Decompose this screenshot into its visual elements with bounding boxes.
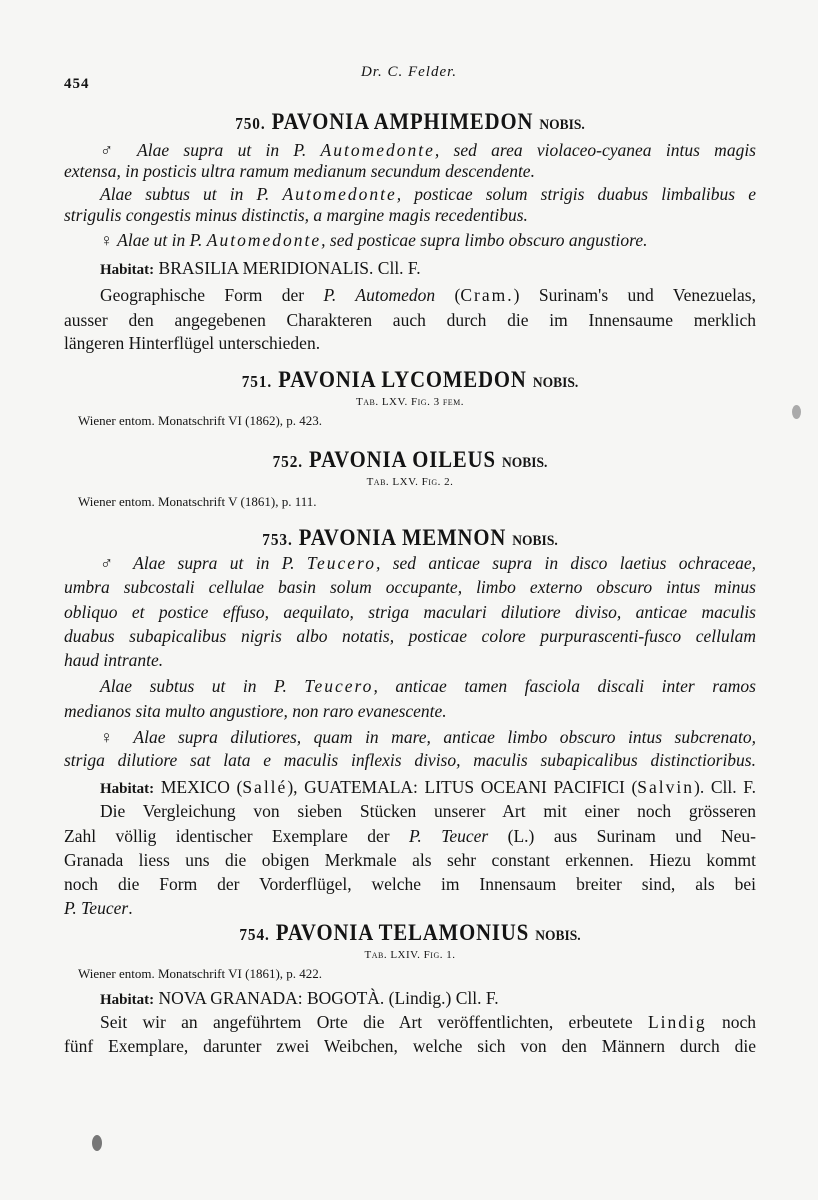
text-segment: Alae subtus ut in P. [100,676,305,696]
spaced-name: Cram. [460,285,514,305]
text-line [64,825,756,847]
author-nobis: NOBIS. [532,375,579,391]
text-line [64,552,756,574]
text-segment: ( [435,285,461,305]
text-segment: ) Surinam's und Venezuelas, [513,285,756,305]
text-segment: noch die Form der Vorderflügel, welche im Innensaum breiter sind, als bei [64,874,756,894]
text-line [64,257,756,281]
habitat-label: Habitat: [100,992,155,1008]
paper-stain [792,405,801,419]
species-heading [99,919,722,950]
paper-stain [92,1135,102,1151]
species-number: 752. [272,452,303,471]
text-line [64,576,756,598]
text-segment: ♀ Alae supra dilutiores, quam in mare, anticae limbo obscuro intus subcrenato, [100,727,756,747]
text-line [64,160,756,182]
text-segment: P. Teucer [409,826,489,846]
spaced-name: Automedonte [206,230,322,250]
habitat-label: Habitat: [100,781,155,797]
text-segment: MEXICO ( [154,777,243,797]
text-segment: Zahl völlig identischer Exemplare der [64,826,409,846]
text-segment: (L.) aus Surinam und Neu- [488,826,756,846]
page-number: 454 [64,76,90,92]
text-segment: ), GUATEMALA: LITUS OCEANI PACIFICI ( [287,777,638,797]
species-heading [99,524,722,555]
species-number: 750. [235,114,266,133]
species-heading [99,108,722,139]
text-segment: noch [706,1012,756,1032]
species-number: 751. [241,372,273,391]
text-segment: haud intrante. [64,650,164,670]
spaced-name: Salvin [637,777,695,797]
text-segment: striga dilutiore sat lata e maculis inflexis diviso, maculis subapicalibus distinctioribus. [64,750,756,770]
text-segment: Seit wir an angeführtem Orte die Art veröffentlichten, erbeutete [100,1012,648,1032]
species-name: PAVONIA AMPHIMEDON [271,109,534,134]
literature-citation: Wiener entom. Monatschrift V (1861), p. 111. [78,494,317,509]
text-segment: obliquo et postice effuso, aequilato, striga maculari dilutiore diviso, anticae maculis [64,602,756,622]
text-segment: P. Automedon [323,285,436,305]
text-segment: Die Vergleichung von sieben Stücken unserer Art mit einer noch grösseren [100,801,756,821]
species-number: 753. [262,530,293,549]
text-segment: duabus subapicalibus nigris albo notatis, posticae colore purpurascenti-fusco cellulam [64,626,756,646]
text-line [64,649,756,671]
text-line [64,776,756,800]
spaced-name: Lindig [647,1012,707,1032]
text-line [64,749,756,771]
plate-reference: Tab. LXV. Fig. 2. [366,476,454,488]
species-number: 754. [239,925,270,944]
spaced-name: Automedonte [282,184,397,204]
text-segment: medianos sita multo angustiore, non raro evanescente. [64,701,447,721]
text-line [64,849,756,871]
text-line [64,183,756,205]
habitat-label: Habitat: [100,262,155,278]
plate-reference: Tab. LXV. Fig. 3 fem. [355,396,465,408]
text-line [64,726,756,748]
text-line [64,284,756,306]
text-segment: ♀ Alae ut in P. [100,230,207,250]
text-line [64,800,756,822]
text-line [64,139,756,161]
text-segment: Granada liess uns die obigen Merkmale als sehr constant erkennen. Hiezu kommt [64,850,756,870]
text-segment: strigulis congestis minus distinctis, a margine magis recedentibus. [64,205,528,225]
text-segment: . [128,898,133,918]
text-segment: längeren Hinterflügel unterschieden. [64,333,321,353]
author-nobis: NOBIS. [501,455,548,471]
text-line [64,309,756,331]
text-segment: Geographische Form der [100,285,324,305]
species-name: PAVONIA TELAMONIUS [275,920,530,945]
text-segment: , sed posticae supra limbo obscuro angustiore. [321,230,648,250]
text-segment: NOVA GRANADA: BOGOTÀ. (Lindig.) Cll. F. [154,988,499,1008]
text-line [64,229,756,251]
text-segment: BRASILIA MERIDIONALIS. Cll. F. [154,258,421,278]
spaced-name: Teucero [306,553,376,573]
literature-citation: Wiener entom. Monatschrift VI (1861), p. 422. [78,966,323,981]
author-nobis: NOBIS. [512,533,558,549]
running-title: Dr. C. Felder. [360,64,458,80]
species-name: PAVONIA OILEUS [309,447,496,472]
literature-citation: Wiener entom. Monatschrift VI (1862), p. 423. [78,413,323,428]
spaced-name: Automedonte [320,140,435,160]
text-line [64,987,756,1011]
text-line [64,625,756,647]
text-segment: , anticae tamen fasciola discali inter ramos [373,676,756,696]
text-segment: , posticae solum strigis duabus limbalibus e [396,184,756,204]
text-segment: , sed anticae supra in disco laetius ochraceae, [375,553,756,573]
text-segment: ). Cll. F. [694,777,756,797]
text-line [64,873,756,895]
text-line [64,1035,756,1057]
species-heading [99,446,722,477]
text-segment: , sed area violaceo-cyanea intus magis [434,140,756,160]
text-segment: fünf Exemplare, darunter zwei Weibchen, welche sich von den Männern durch die [64,1036,756,1056]
species-heading [99,366,722,397]
spaced-name: Sallé [242,777,288,797]
text-segment: ausser den angegebenen Charakteren auch durch die im Innensaume merklich [64,310,756,330]
text-line [64,332,756,354]
text-segment: extensa, in posticis ultra ramum medianum secundum descendente. [64,161,535,181]
species-name: PAVONIA LYCOMEDON [278,367,527,392]
text-line [64,675,756,697]
text-line [64,204,756,226]
spaced-name: Teucero [304,676,374,696]
text-segment: ♂ Alae supra ut in P. [100,553,307,573]
plate-reference: Tab. LXIV. Fig. 1. [364,949,456,961]
species-name: PAVONIA MEMNON [298,525,507,550]
text-segment: Alae subtus ut in P. [100,184,283,204]
text-segment: ♂ Alae supra ut in P. [100,140,321,160]
text-line [64,601,756,623]
text-segment: P. Teucer [64,898,129,918]
author-nobis: NOBIS. [539,117,585,133]
author-nobis: NOBIS. [535,928,581,944]
text-segment: umbra subcostali cellulae basin solum occupante, limbo externo obscuro intus minus [64,577,756,597]
text-line [64,700,756,722]
text-line [64,897,756,919]
text-line [64,1011,756,1033]
